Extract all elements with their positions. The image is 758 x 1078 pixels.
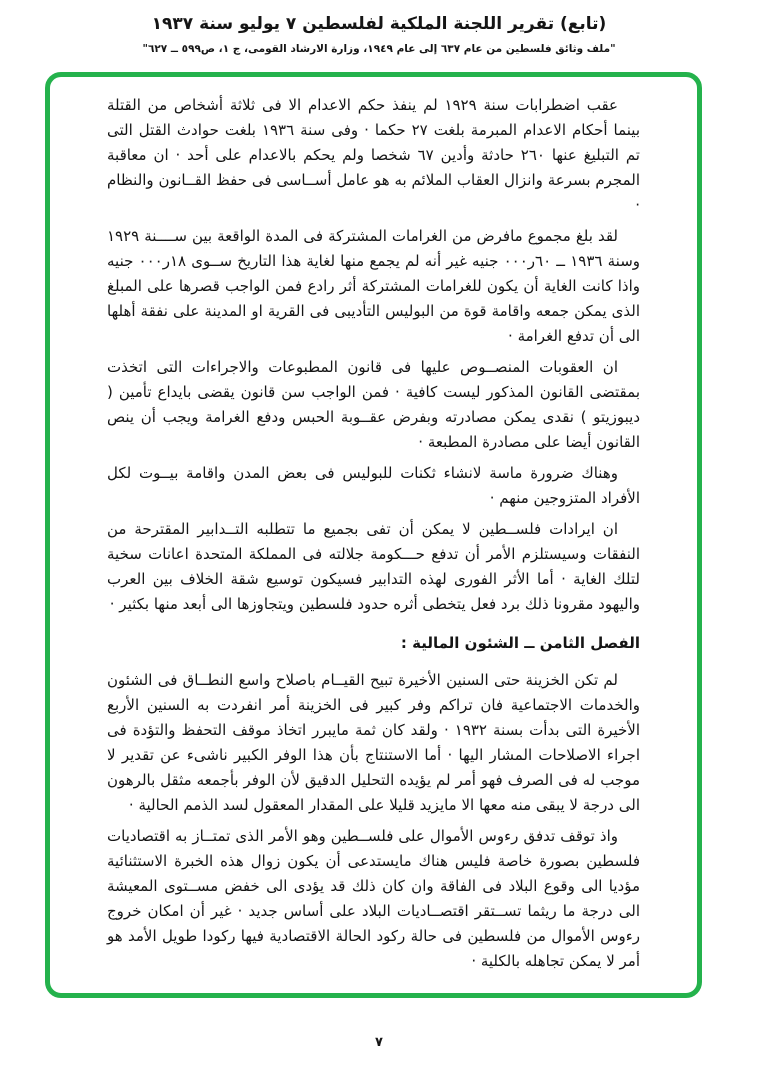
- body-text-block: [107, 93, 640, 980]
- body-paragraph: لم تكن الخزينة حتى السنين الأخيرة تبيح القيــام باصلاح واسع النطــاق فى الشئون والخدمات الاجتماعية فان تراكم وفر كبير فى الخزينة أمر انفردت به السنين الأربع الأخيرة التى بدأت بسنة ١٩٣٢ · ولقد كان ثمة مايبرر اتخاذ موقف التحفظ والتؤدة فى اجراء الاصلاحات المشار اليها · أما الاستنتاج بأن هذا الوفر الكبير ناشىء عن تقدير لا موجب له فى الصرف فهو أمر لم يؤيده التحليل الدقيق لأن الوفر بأجمعه مثقل بالرهون الى درجة لا يبقى منه معها الا مايزيد قليلا على المقدار المعقول لسد الذمم الحالية ·: [107, 671, 640, 814]
- content-border-box: [45, 72, 702, 998]
- body-paragraph: عقب اضطرابات سنة ١٩٢٩ لم ينفذ حكم الاعدام الا فى ثلاثة أشخاص من القتلة بينما أحكام الاعدام المبرمة بلغت ٢٧ حكما · وفى سنة ١٩٣٦ بلغت حوادث القتل التى تم التبليغ عنها ٢٦٠ حادثة وأدين ٦٧ شخصا ولم يحكم بالاعدام على أحد · ان معاقبة المجرم بسرعة وانزال العقاب الملائم به هو عامل أســاسى فى حفظ القــانون والنظام ·: [107, 96, 640, 214]
- page-subtitle: "ملف وثائق فلسطين من عام ٦٣٧ إلى عام ١٩٤٩، وزارة الارشاد القومى، ج ١، ص٥٩٩ ــ ٦٢٧": [142, 43, 616, 55]
- body-paragraph: وهناك ضرورة ماسة لانشاء ثكنات للبوليس فى بعض المدن واقامة بيــوت لكل الأفراد المتزوجين منهم ·: [107, 464, 640, 507]
- page-number: ٧: [375, 1035, 383, 1050]
- section-heading: الفصل الثامن ــ الشئون المالية :: [400, 634, 640, 652]
- document-header: [0, 14, 758, 55]
- body-paragraph: واذ توقف تدفق رءوس الأموال على فلســطين وهو الأمر الذى تمتــاز به اقتصاديات فلسطين بصورة خاصة فليس هناك مايستدعى أن يكون زوال هذه الخبرة الاستثنائية مؤديا الى وقوع البلاد فى الفاقة وان كان ذلك قد يؤدى الى خفض مســتوى المعيشة الى درجة ما ريثما تســتقر اقتصــاديات البلاد على أساس جديد · غير أن امكان خروج رءوس الأموال من فلسطين فى حالة ركود الحالة الاقتصادية فيها ركودا طويل الأمد هو أمر لا يمكن تجاهله بالكلية ·: [107, 827, 640, 970]
- body-paragraph: ان ايرادات فلســطين لا يمكن أن تفى بجميع ما تتطلبه التــدابير المقترحة من النفقات وسيستلزم الأمر أن تدفع حـــكومة جلالته فى المملكة المتحدة اعانات سخية لتلك الغاية · أما الأثر الفورى لهذه التدابير فسيكون توسيع شقة الخلاف بين العرب واليهود مقرونا ذلك برد فعل يتخطى أثره حدود فلسطين ويتجاوزها الى أبعد منها بكثير ·: [107, 520, 640, 613]
- body-paragraph: ان العقوبات المنصــوص عليها فى قانون المطبوعات والاجراءات التى اتخذت بمقتضى القانون المذكور ليست كافية · فمن الواجب سن قانون يقضى بايداع تأمين ( ديبوزيتو ) نقدى يمكن مصادرته وبفرض عقــوبة الحبس ودفع الغرامة ويجب أن ينص القانون أيضا على مصادرة المطبعة ·: [107, 358, 640, 451]
- body-paragraph: لقد بلغ مجموع مافرض من الغرامات المشتركة فى المدة الواقعة بين ســــنة ١٩٢٩ وسنة ١٩٣٦ ــ ٦٠ر٠٠٠ جنيه غير أنه لم يجمع منها لغاية هذا التاريخ ســوى ١٨ر٠٠٠ جنيه واذا كانت الغاية أن يكون للغرامات المشتركة أثر رادع فمن الواجب قصرها على المبلغ الذى يمكن جمعه واقامة قوة من البوليس التأديبى فى القرية او المدينة على نفقة أهلها الى أن تدفع الغرامة ·: [107, 227, 641, 345]
- page-footer: [0, 1031, 758, 1050]
- page-title: (تابع) تقرير اللجنة الملكية لفلسطين ٧ يوليو سنة ١٩٣٧: [151, 14, 607, 34]
